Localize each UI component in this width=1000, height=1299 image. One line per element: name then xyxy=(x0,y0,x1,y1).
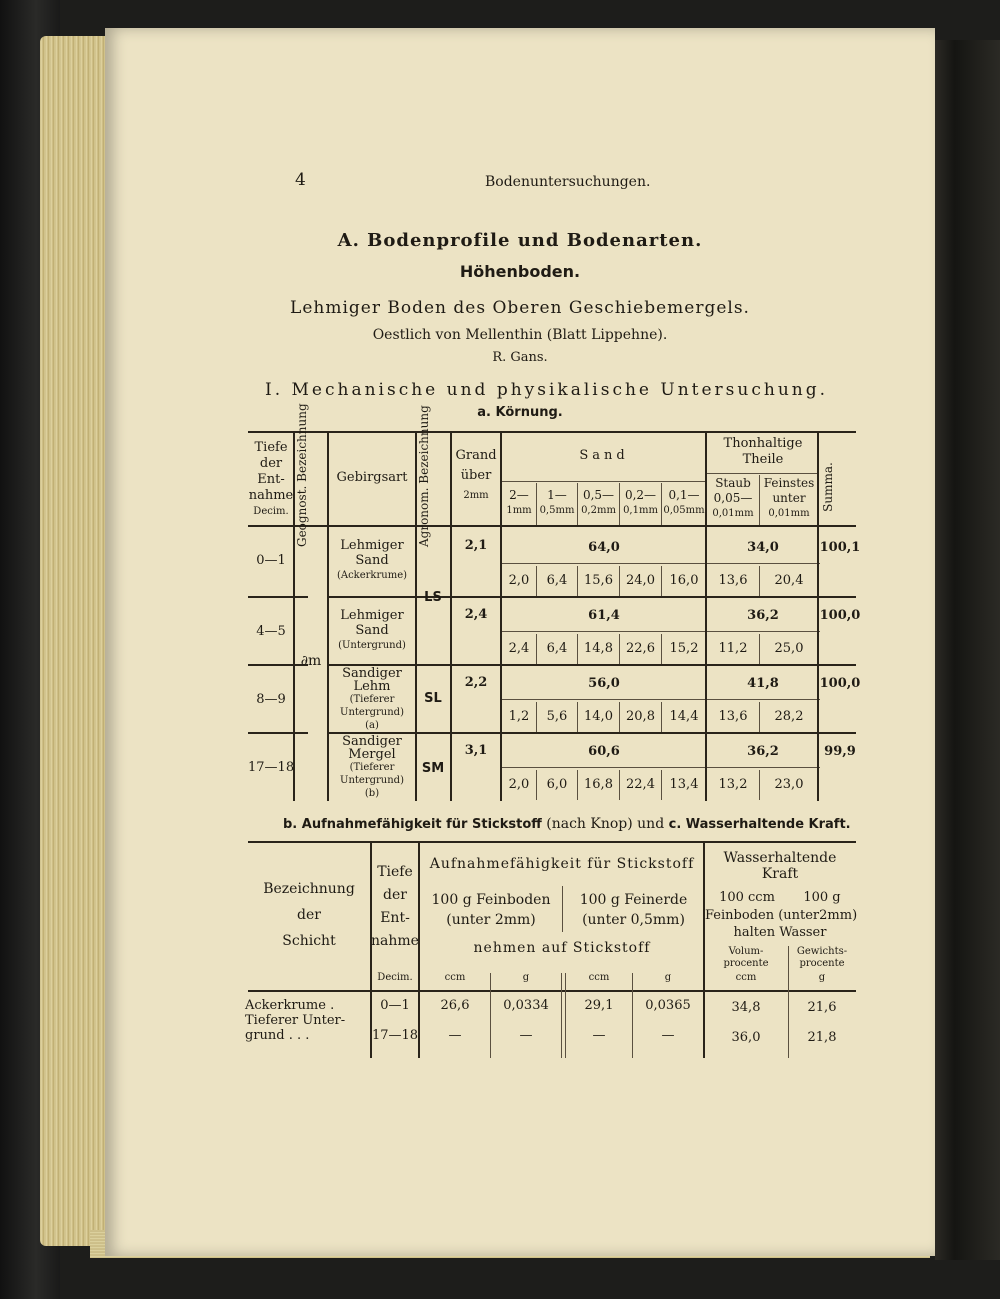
row-sep-3 xyxy=(327,732,856,734)
row-sand-value: 1,2 xyxy=(508,709,530,724)
subrow-rule-1 xyxy=(500,563,820,564)
header-sand-col-2: 1— 0,5mm xyxy=(539,488,575,516)
row-volum: 34,8 xyxy=(731,1000,761,1015)
header-agronom: Agronom. Bezeichnung xyxy=(417,405,431,547)
row-name: Ackerkrume . xyxy=(245,998,335,1013)
row-name: Tieferer Unter- grund . . . xyxy=(245,1013,346,1043)
row-thon-total: 36,2 xyxy=(747,608,779,623)
header-wasser-ccm: 100 ccm xyxy=(719,890,775,905)
row-sand-value: 2,4 xyxy=(508,641,530,656)
row-grand: 2,4 xyxy=(464,607,488,622)
row-feinstes: 28,2 xyxy=(774,709,804,724)
header-sand-col-1: 2— 1mm xyxy=(506,488,532,516)
header-sand-col-4: 0,2— 0,1mm xyxy=(623,488,658,516)
row-sand-value: 14,4 xyxy=(669,709,699,724)
header-sand-col-5: 0,1— 0,05mm xyxy=(663,488,705,516)
subrow-rule-3 xyxy=(500,699,820,700)
header-thon: Thonhaltige Theile xyxy=(723,436,803,467)
header-summa: Summa. xyxy=(821,462,835,512)
row-volum: 36,0 xyxy=(731,1030,761,1045)
location-line: Oestlich von Mellenthin (Blatt Lippehne). xyxy=(372,327,668,343)
soil-type-title: Lehmiger Boden des Oberen Geschiebemergels. xyxy=(290,298,750,318)
b-unit-rule-1 xyxy=(490,973,491,1058)
part-title: I. Mechanische und physikalische Untersuchung. xyxy=(265,380,829,400)
row-depth: 4—5 xyxy=(256,624,286,639)
header-sand: Sand xyxy=(579,448,629,463)
row-sand-value: 2,0 xyxy=(508,573,530,588)
row-agronom: LS xyxy=(424,590,442,605)
row-sand-total: 64,0 xyxy=(588,540,620,555)
header-depth: Tiefe der Ent- nahme xyxy=(248,440,294,503)
geognost-value: ∂m xyxy=(300,653,322,669)
header-wasser-feinboden: Feinboden (unter2mm) xyxy=(705,908,858,923)
header-b-depth-unit: Decim. xyxy=(377,972,413,983)
row-sand-value: 13,4 xyxy=(669,777,699,792)
header-gewicht: Gewichts- procente g xyxy=(796,946,848,983)
row-sand-value: 16,0 xyxy=(669,573,699,588)
header-gebirgsart: Gebirgsart xyxy=(336,470,408,485)
thon-subheader-rule xyxy=(707,473,819,474)
row-sand-value: 5,6 xyxy=(546,709,568,724)
header-feinstes: Feinstes unter 0,01mm xyxy=(763,476,815,519)
row-sep-1-depth xyxy=(248,596,308,598)
row-sep-1 xyxy=(327,596,856,598)
row-value: 0,0334 xyxy=(503,998,549,1013)
row-gewicht: 21,6 xyxy=(807,1000,837,1015)
header-depth-unit: Decim. xyxy=(253,506,289,517)
header-unit: g xyxy=(664,972,672,983)
row-feinstes: 25,0 xyxy=(774,641,804,656)
row-value: — xyxy=(448,1028,462,1043)
row-staub: 11,2 xyxy=(718,641,748,656)
row-sand-total: 56,0 xyxy=(588,676,620,691)
row-thon-total: 34,0 xyxy=(747,540,779,555)
row-agronom: SM xyxy=(421,761,445,776)
row-thon-total: 36,2 xyxy=(747,744,779,759)
row-gewicht: 21,8 xyxy=(807,1030,837,1045)
section-title: A. Bodenprofile und Bodenarten. xyxy=(337,230,703,251)
row-sand-value: 24,0 xyxy=(626,573,655,588)
book-page xyxy=(105,28,935,1256)
row-depth: 0—1 xyxy=(256,553,286,568)
row-value: 0,0365 xyxy=(645,998,691,1013)
page-number: 4 xyxy=(295,170,306,190)
row-sand-value: 15,6 xyxy=(584,573,613,588)
table-b-top-rule xyxy=(248,841,856,843)
row-value: 26,6 xyxy=(440,998,470,1013)
header-nehmen: nehmen auf Stickstoff xyxy=(473,940,651,956)
table-b-header-rule xyxy=(248,990,856,992)
row-sep-2 xyxy=(327,664,856,666)
row-staub: 13,2 xyxy=(718,777,748,792)
header-unit: g xyxy=(522,972,530,983)
running-title: Bodenuntersuchungen. xyxy=(485,174,651,190)
row-feinstes: 20,4 xyxy=(774,573,804,588)
header-unit: ccm xyxy=(444,972,466,983)
row-value: 29,1 xyxy=(584,998,614,1013)
part-a-title: a. Körnung. xyxy=(477,405,563,420)
author-line: R. Gans. xyxy=(492,350,548,365)
row-sand-value: 6,0 xyxy=(546,777,568,792)
row-sep-3-depth xyxy=(248,732,308,734)
row-value: — xyxy=(519,1028,533,1043)
row-feinstes: 23,0 xyxy=(774,777,804,792)
header-grand: Grand über 2mm xyxy=(455,448,497,501)
row-staub: 13,6 xyxy=(718,573,748,588)
header-unit: ccm xyxy=(588,972,610,983)
subsection-title: Höhenboden. xyxy=(459,262,581,281)
row-gebirgsart: Lehmiger Sand (Ackerkrume) xyxy=(336,538,408,581)
row-thon-total: 41,8 xyxy=(747,676,779,691)
row-gebirgsart: Sandiger Lehm (Tieferer Untergrund) (a) xyxy=(340,666,404,731)
table-a-top-rule xyxy=(248,431,856,433)
row-agronom: SL xyxy=(424,691,442,706)
row-grand: 2,1 xyxy=(464,538,488,553)
row-depth: 8—9 xyxy=(256,692,286,707)
row-sand-total: 61,4 xyxy=(588,608,620,623)
header-aufnahme: Aufnahmefähigkeit für Stickstoff xyxy=(429,856,695,872)
row-sand-total: 60,6 xyxy=(588,744,620,759)
row-gebirgsart: Sandiger Mergel (Tieferer Untergrund) (b) xyxy=(340,734,404,799)
subrow-rule-2 xyxy=(500,631,820,632)
row-sand-value: 22,4 xyxy=(626,777,655,792)
header-staub: Staub 0,05— 0,01mm xyxy=(712,476,754,519)
header-feinerde: 100 g Feinerde (unter 0,5mm) xyxy=(579,892,688,928)
b-unit-rule-2b xyxy=(565,973,566,1058)
book-gutter-right xyxy=(935,40,1000,1260)
row-summa: 100,0 xyxy=(819,676,861,691)
row-sand-value: 6,4 xyxy=(546,641,568,656)
row-sand-value: 6,4 xyxy=(546,573,568,588)
row-sand-value: 14,0 xyxy=(584,709,613,724)
row-sand-value: 22,6 xyxy=(626,641,655,656)
row-grand: 3,1 xyxy=(464,743,488,758)
row-depth: 17—18 xyxy=(371,1028,419,1043)
row-gebirgsart: Lehmiger Sand (Untergrund) xyxy=(338,608,406,651)
row-depth: 17—18 xyxy=(248,760,295,775)
sand-subheader-rule xyxy=(500,481,705,482)
header-sand-col-3: 0,5— 0,2mm xyxy=(581,488,616,516)
header-bezeichnung: Bezeichnung der Schicht xyxy=(263,881,355,949)
row-grand: 2,2 xyxy=(464,675,488,690)
row-sand-value: 15,2 xyxy=(669,641,699,656)
header-wasser: Wasserhaltende Kraft xyxy=(723,850,837,882)
row-sand-value: 16,8 xyxy=(584,777,613,792)
row-value: — xyxy=(661,1028,675,1043)
row-sand-value: 20,8 xyxy=(626,709,655,724)
part-bc-title: b. Aufnahmefähigkeit für Stickstoff (nach Knop) und c. Wasserhaltende Kraft. xyxy=(283,816,851,832)
row-sand-value: 2,0 xyxy=(508,777,530,792)
row-sand-value: 14,8 xyxy=(584,641,613,656)
header-feinboden: 100 g Feinboden (unter 2mm) xyxy=(431,892,551,928)
b-unit-rule-3 xyxy=(632,973,633,1058)
row-summa: 99,9 xyxy=(824,744,856,759)
header-wasser-halten: halten Wasser xyxy=(733,925,827,940)
header-wasser-g: 100 g xyxy=(803,890,841,905)
row-depth: 0—1 xyxy=(380,998,410,1013)
row-staub: 13,6 xyxy=(718,709,748,724)
header-b-depth: Tiefe der Ent- nahme xyxy=(371,864,419,949)
header-geognost: Geognost. Bezeichnung xyxy=(295,403,309,547)
row-summa: 100,1 xyxy=(819,540,861,555)
table-a-header-rule xyxy=(248,525,856,527)
row-summa: 100,0 xyxy=(819,608,861,623)
b-unit-rule-2 xyxy=(561,973,562,1058)
row-value: — xyxy=(592,1028,606,1043)
header-volum: Volum- procente ccm xyxy=(723,946,769,983)
subrow-rule-4 xyxy=(500,767,820,768)
